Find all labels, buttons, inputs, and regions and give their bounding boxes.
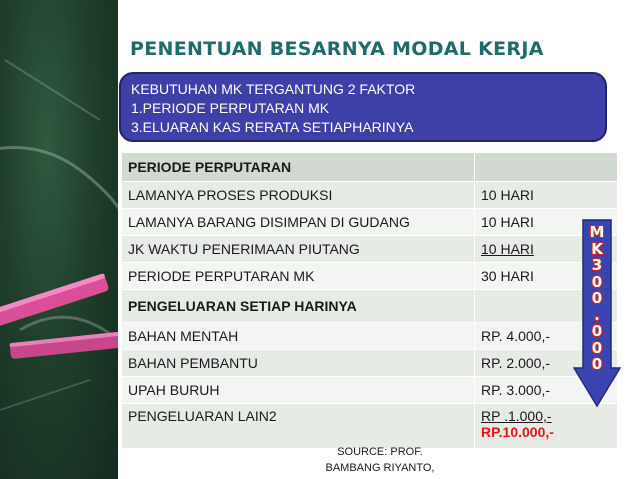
row-value: 10 HARI xyxy=(475,209,618,236)
data-table xyxy=(121,152,618,449)
row-value: 10 HARI xyxy=(475,182,618,209)
row-label: LAMANYA BARANG DISIMPAN DI GUDANG xyxy=(122,209,475,236)
table-row xyxy=(122,377,618,404)
info-box xyxy=(119,72,607,142)
row-label: PERIODE PERPUTARAN MK xyxy=(122,263,475,290)
row-label: LAMANYA PROSES PRODUKSI xyxy=(122,182,475,209)
table-row xyxy=(122,350,618,377)
arrow-letter: 0 xyxy=(591,289,603,307)
arrow-letter: M xyxy=(589,223,605,241)
row-value xyxy=(475,404,618,449)
table-header-row xyxy=(122,290,618,323)
chalkboard-image xyxy=(0,0,118,479)
source-line: BAMBANG RIYANTO, xyxy=(325,462,435,474)
row-value: RP. 3.000,- xyxy=(475,377,618,404)
info-line: 3.ELUARAN KAS RERATA SETIAPHARINYA xyxy=(131,119,414,135)
underlined-value: RP .1.000,- xyxy=(481,408,552,424)
info-line: 1.PERIODE PERPUTARAN MK xyxy=(131,100,330,116)
table-row xyxy=(122,209,618,236)
arrow-letter: 3 xyxy=(591,256,603,274)
section-header-pengeluaran: PENGELUARAN SETIAP HARINYA xyxy=(122,290,475,323)
chalkboard-drawing xyxy=(0,0,118,479)
table-row xyxy=(122,323,618,350)
arrow-text xyxy=(586,224,608,373)
row-label: BAHAN MENTAH xyxy=(122,323,475,350)
arrow-letter: 0 xyxy=(591,272,603,291)
row-label: UPAH BURUH xyxy=(122,377,475,404)
section-header-periode: PERIODE PERPUTARAN xyxy=(122,153,475,182)
table-header-row xyxy=(122,153,618,182)
table-row xyxy=(122,236,618,263)
info-line: KEBUTUHAN MK TERGANTUNG 2 FAKTOR xyxy=(131,81,416,97)
arrow-letter: . xyxy=(594,305,600,324)
source-line: SOURCE: PROF. xyxy=(337,446,423,458)
row-value: RP. 2.000,- xyxy=(475,350,618,377)
source-caption xyxy=(300,444,460,476)
arrow-letter: 0 xyxy=(591,355,603,373)
row-label: PENGELUARAN LAIN2 xyxy=(122,404,475,449)
table-row xyxy=(122,182,618,209)
arrow-letter: K xyxy=(591,239,603,258)
row-value: 30 HARI xyxy=(475,263,618,290)
row-value: RP. 4.000,- xyxy=(475,323,618,350)
table-row xyxy=(122,404,618,449)
arrow-letter: 0 xyxy=(591,338,603,357)
header-empty-cell xyxy=(475,153,618,182)
row-label: BAHAN PEMBANTU xyxy=(122,350,475,377)
slide-title: PENENTUAN BESARNYA MODAL KERJA xyxy=(130,38,544,60)
table-row xyxy=(122,263,618,290)
underlined-value: 10 HARI xyxy=(481,241,534,257)
total-value: RP.10.000,- xyxy=(481,424,554,440)
row-label: JK WAKTU PENERIMAAN PIUTANG xyxy=(122,236,475,263)
arrow-letter: 0 xyxy=(591,322,603,340)
